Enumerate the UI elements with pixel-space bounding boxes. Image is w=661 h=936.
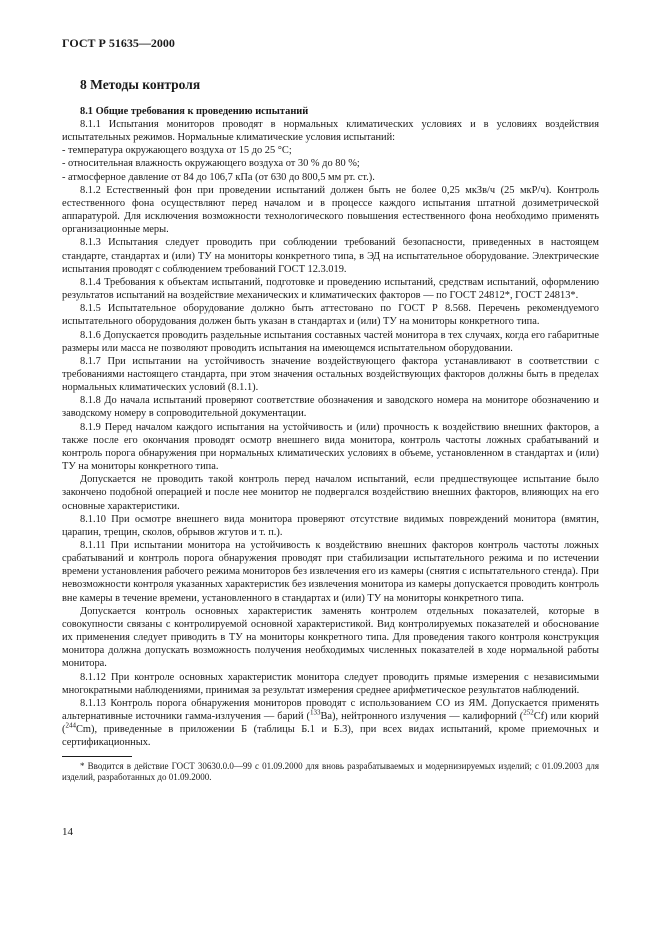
text-run: Cf) или кюрий ( xyxy=(62,711,599,736)
footnote-divider xyxy=(62,756,132,757)
document-header: ГОСТ Р 51635—2000 xyxy=(62,36,175,50)
paragraph-8-1-2: 8.1.2 Естественный фон при проведении испытаний должен быть не более 0,25 мкЗв/ч (25 мкР/ч). Контроль естественного фона осуществляют перед началом и в процессе каждого испытания штатной дозиметрической аппаратурой. Для исключения возможности технологического повышения естественного фона необходимо применять организационные меры. xyxy=(62,184,599,236)
paragraph-8-1-5: 8.1.5 Испытательное оборудование должно быть аттестовано по ГОСТ Р 8.568. Перечень рекомендуемого испытательного оборудования должен быть указан в стандартах и (или) ТУ на мониторы конкретного типа. xyxy=(62,303,599,328)
paragraph-8-1-8: 8.1.8 До начала испытаний проверяют соответствие обозначения и заводского номера на мониторе обозначению и заводскому номеру в сопроводительной документации. xyxy=(62,395,599,420)
paragraph-8-1-4: 8.1.4 Требования к объектам испытаний, подготовке и проведению испытаний, средствам испытаний, оформлению результатов испытаний на воздействие механических и климатических факторов — по ГОСТ 24812*, ГОСТ 24813*. xyxy=(62,276,599,302)
paragraph-8-1-7: 8.1.7 При испытании на устойчивость значение воздействующего фактора устанавливают в соответствии с требованиями настоящего стандарта, при этом значения остальных воздействующих факторов должны быть в пределах нормальных климатических условий (8.1.1). xyxy=(62,355,599,394)
text-run: 8.1.13 Контроль порога обнаружения мониторов проводят с использованием СО из ЯМ. Допускается применять альтернативные источники гамма-излучения — барий ( xyxy=(62,697,599,723)
paragraph-8-1-9-continued: Допускается не проводить такой контроль перед началом испытаний, если предшествующее испытание было закончено подобной операцией и после нее монитор не подвергался воздействию внешних факторов, влияющих на его основные характеристики. xyxy=(62,474,599,512)
paragraph-8-1-6: 8.1.6 Допускается проводить раздельные испытания составных частей монитора в тех случаях, когда его габаритные размеры или масса не позволяют проводить испытания на имеющемся испытательном оборудовании. xyxy=(62,329,599,354)
paragraph-8-1-13 xyxy=(62,697,599,750)
paragraph-8-1-9: 8.1.9 Перед началом каждого испытания на устойчивость и (или) прочность к воздействию внешних факторов, а также после его окончания проводят осмотр внешнего вида монитора, контроль частоты ложных срабатываний и контроль порога обнаружения при нормальных климатических условиях в объеме, установленном в стандартах и (или) ТУ на мониторы конкретного типа. xyxy=(62,421,599,473)
superscript: 133 xyxy=(310,708,321,717)
body-text xyxy=(62,118,599,750)
section-title: 8 Методы контроля xyxy=(80,77,201,92)
paragraph-8-1-12: 8.1.12 При контроле основных характеристик монитора следует проводить прямые измерения с независимыми многократными наблюдениями, принимая за результат измерения среднее арифметическое результатов наблюдений. xyxy=(62,671,599,696)
superscript: 252 xyxy=(523,708,534,717)
paragraph-8-1-1: 8.1.1 Испытания мониторов проводят в нормальных климатических условиях и в условиях воздействия испытательных режимов. Нормальные климатические условия испытаний: xyxy=(62,119,599,144)
page-number: 14 xyxy=(62,826,73,838)
paragraph-8-1-3: 8.1.3 Испытания следует проводить при соблюдении требований безопасности, приведенных в настоящем стандарте, стандартах и (или) ТУ на мониторы конкретного типа, в ЭД на испытательное оборудование. Электрические испытания проводят с соблюдением требований ГОСТ 12.3.019. xyxy=(62,237,599,275)
text-run: Cm), приведенные в приложении Б (таблицы Б.1 и Б.3), при всех видах испытаний, кроме приемочных и сертификационных. xyxy=(62,724,599,749)
list-item: - относительная влажность окружающего воздуха от 30 % до 80 %; xyxy=(62,158,360,170)
paragraph-8-1-11: 8.1.11 При испытании монитора на устойчивость к воздействию внешних факторов контроль частоты ложных срабатываний и контроль порога обнаружения проводят при стабилизации испытательного режима и по истечении времени установления рабочего режима мониторов без извлечения его из камеры (снятия с испытательного стенда). При невозможности контроля указанных характеристик без извлечения монитора из камеры допускается проводить контроль вне камеры в течение времени, установленного в стандартах и (или) ТУ на мониторы конкретного типа. xyxy=(62,540,599,604)
paragraph-8-1-10: 8.1.10 При осмотре внешнего вида монитора проверяют отсутствие видимых повреждений монитора (вмятин, царапин, трещин, сколов, обрывов жгутов и т. п.). xyxy=(62,513,599,538)
footnote-text: * Вводится в действие ГОСТ 30630.0.0—99 с 01.09.2000 для вновь разрабатываемых и модернизируемых изделий; с 01.09.2003 для изделий, разработанных до 01.09.2000. xyxy=(62,760,599,782)
list-item: - атмосферное давление от 84 до 106,7 кПа (от 630 до 800,5 мм рт. ст.). xyxy=(62,171,375,183)
document-page xyxy=(62,36,599,784)
footnote xyxy=(62,761,599,784)
paragraph-8-1-11-continued: Допускается контроль основных характеристик заменять контролем отдельных показателей, которые в совокупности связаны с контролируемой основной характеристикой. Вид контролируемых показателей и обоснование их применения следует приводить в ТУ на мониторы конкретного типа. Для проведения такого контроля конструкция монитора должна допускать возможность получения необходимых численных показателей в ходе нормальной работы монитора. xyxy=(62,605,599,670)
superscript: 244 xyxy=(65,721,76,730)
text-run: Ba), нейтронного излучения — калифорний ( xyxy=(320,711,524,723)
subsection-title: 8.1 Общие требования к проведению испытаний xyxy=(80,106,309,117)
list-item: - температура окружающего воздуха от 15 до 25 °С; xyxy=(62,145,292,157)
